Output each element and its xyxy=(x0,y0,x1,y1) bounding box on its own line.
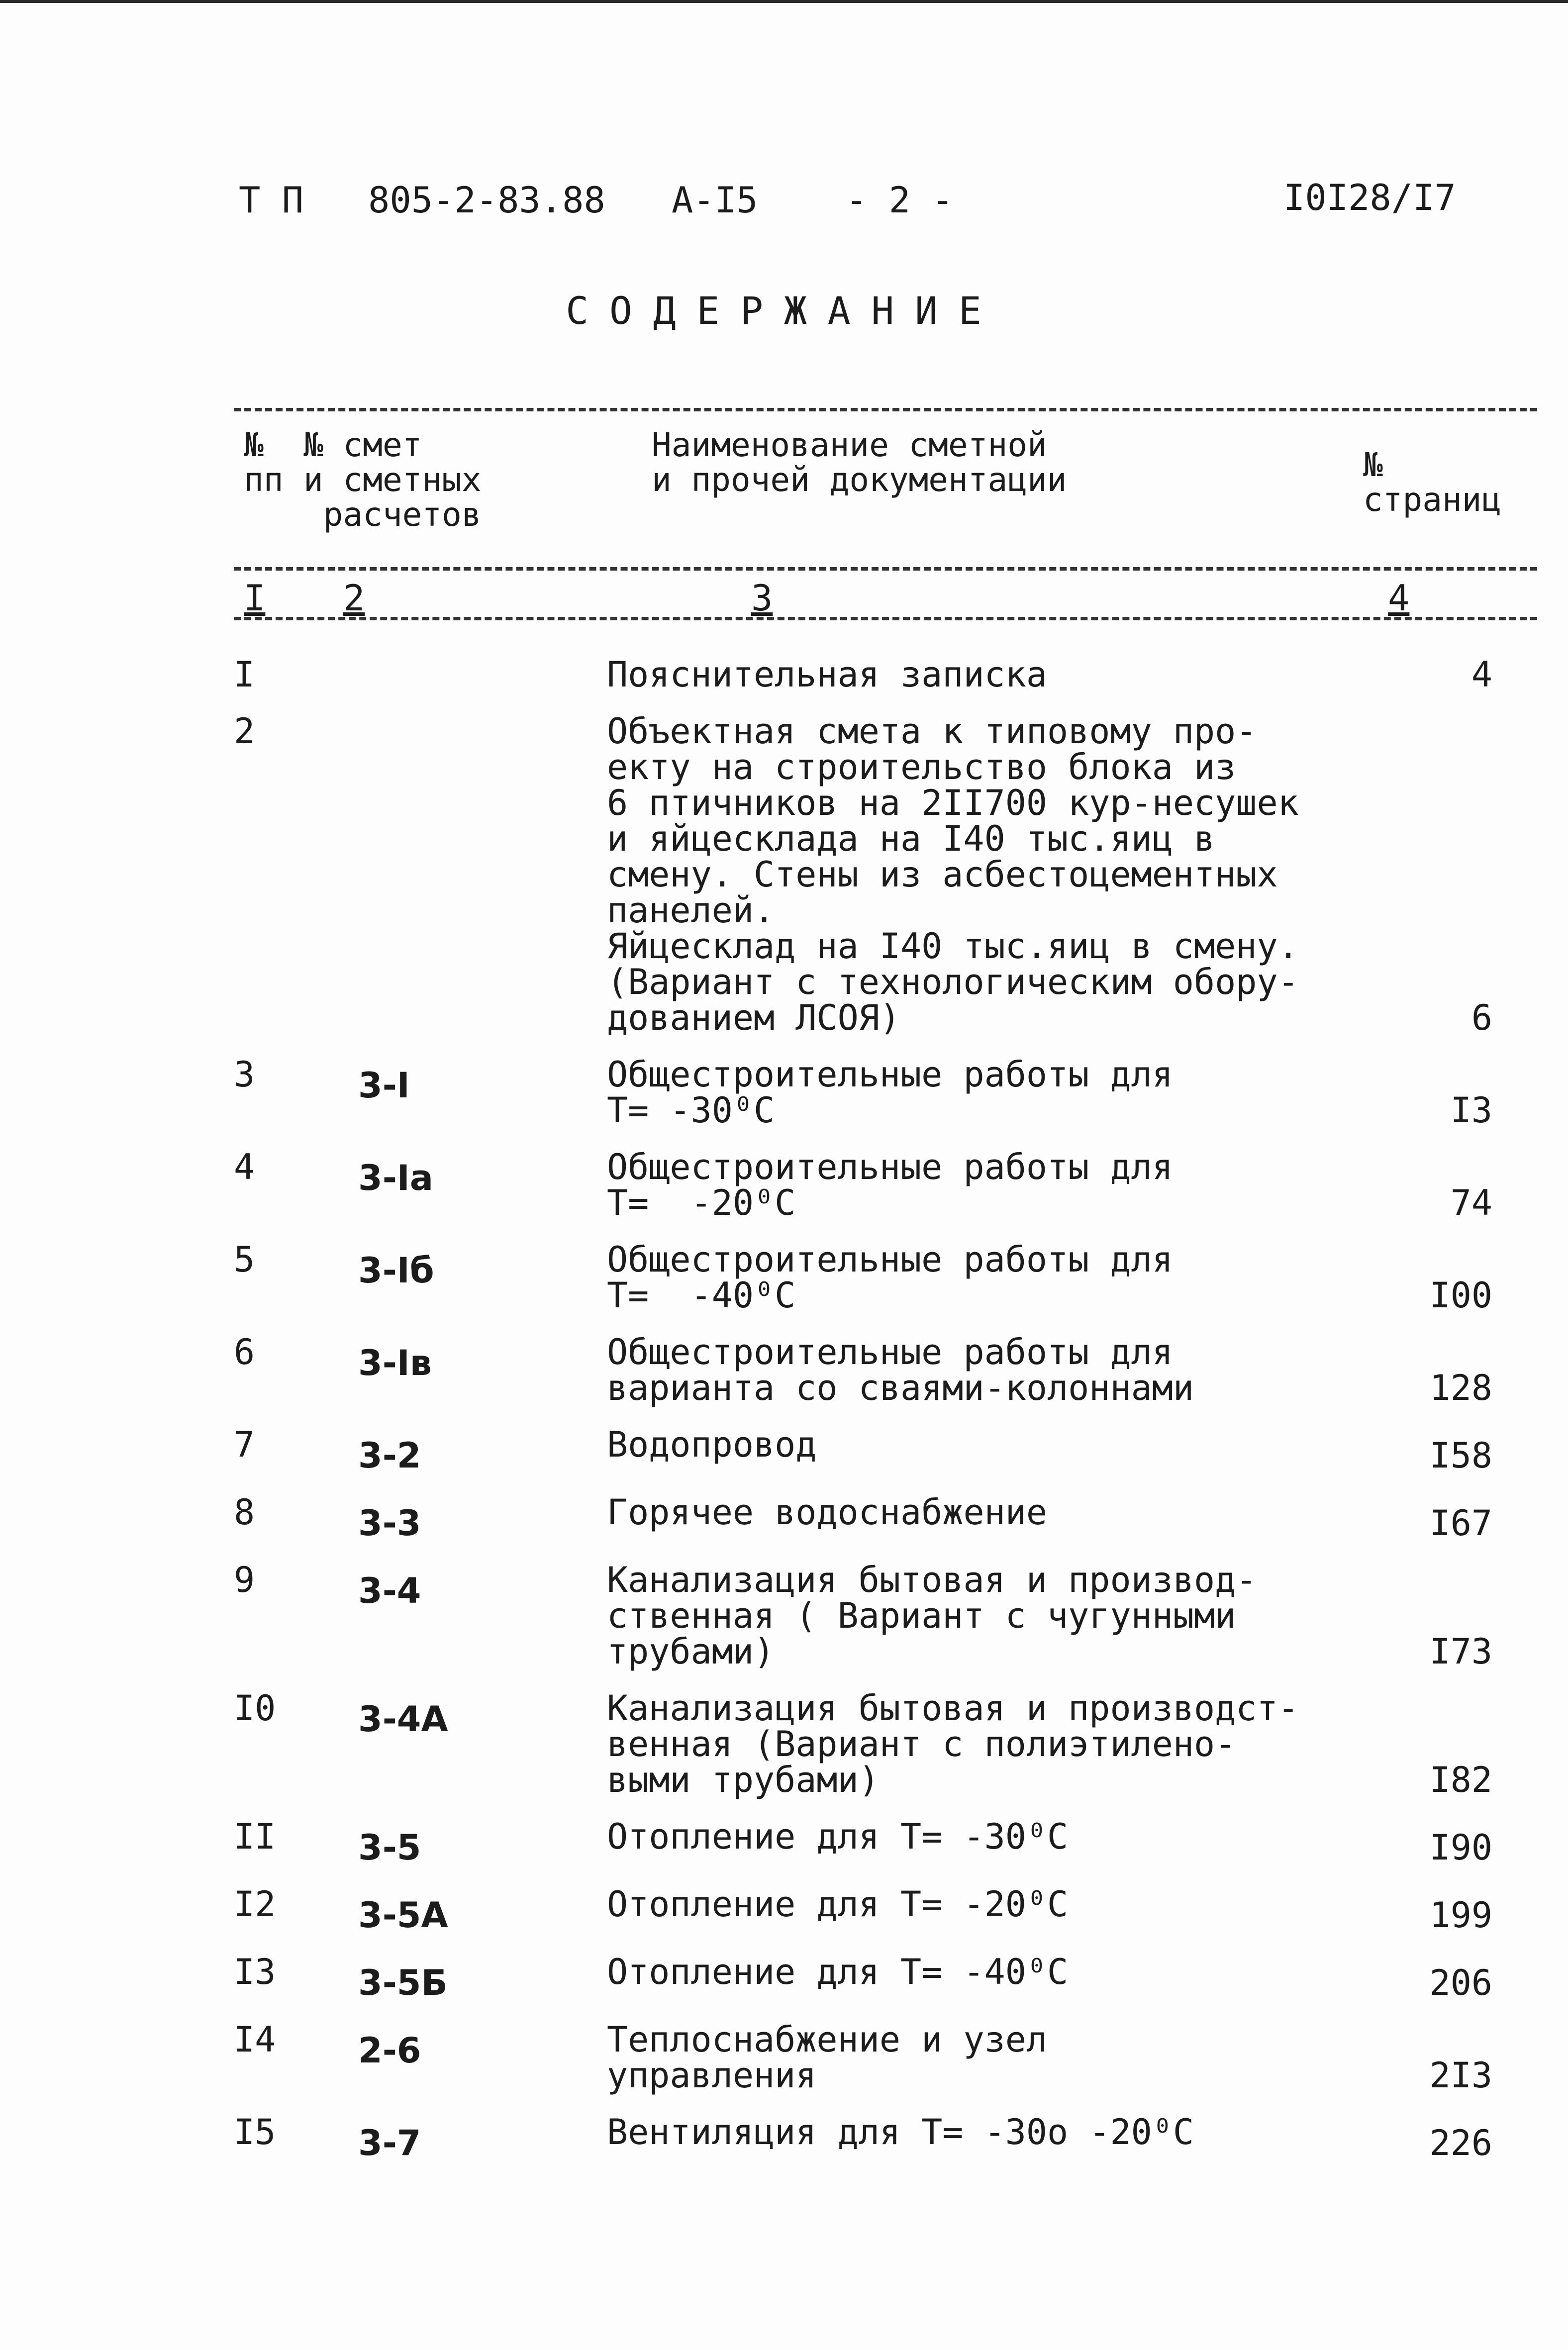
row-document-name: Пояснительная записка xyxy=(607,654,1048,695)
row-page-number: 226 xyxy=(1429,2123,1492,2163)
row-document-name: Горячее водоснабжение xyxy=(607,1492,1048,1533)
row-estimate-code: 3-5Б xyxy=(358,1962,448,2003)
table-row xyxy=(234,1334,1537,1406)
row-document-name: Канализация бытовая и производ- ственная ( Вариант с чугунными трубами) xyxy=(607,1560,1257,1672)
row-document-name: Общестроительные работы для варианта со сваями-колоннами xyxy=(607,1332,1194,1408)
table-row xyxy=(234,1424,1537,1476)
row-number: II xyxy=(234,1816,276,1857)
table-top-rule xyxy=(234,408,1537,411)
table-row xyxy=(234,1054,1537,1131)
column-header-pages: № страниц xyxy=(1363,446,1502,519)
table-row xyxy=(234,1816,1537,1868)
row-number: I3 xyxy=(234,1952,276,1992)
table-row xyxy=(234,1690,1537,1798)
row-number: 3 xyxy=(234,1054,255,1095)
table-row xyxy=(234,2114,1537,2161)
row-page-number: 206 xyxy=(1429,1962,1492,2003)
row-document-name: Теплоснабжение и узел управления xyxy=(607,2019,1048,2096)
row-estimate-code: 3-3 xyxy=(358,1503,421,1544)
row-estimate-code: 3-4 xyxy=(358,1570,421,1611)
document-header xyxy=(239,177,1456,239)
row-number: I2 xyxy=(234,1884,276,1925)
row-page-number: I3 xyxy=(1450,1090,1492,1131)
row-estimate-code: 3-4А xyxy=(358,1699,448,1740)
row-document-name: Общестроительные работы для Т= -30⁰С xyxy=(607,1054,1173,1131)
row-number: 4 xyxy=(234,1147,255,1187)
table-row xyxy=(234,2019,1537,2096)
column-header-no: № пп xyxy=(244,426,284,499)
page-top-border xyxy=(0,0,1568,3)
row-estimate-code: 3-Iа xyxy=(358,1158,434,1198)
row-document-name: Общестроительные работы для Т= -20⁰С xyxy=(607,1147,1173,1223)
row-estimate-code: 3-7 xyxy=(358,2123,421,2163)
row-document-name: Объектная смета к типовому про- екту на строительство блока из 6 птичников на 2II700 кур-несушек и яйцесклада на I40 тыс.яиц в смену. Стены из асбестоцементных панелей. Яйцесклад на I40 тыс.яиц в смену. (Вариант с технологическим обору- дованием ЛСОЯ) xyxy=(607,711,1299,1038)
table-row xyxy=(234,1492,1537,1544)
row-number: 8 xyxy=(234,1492,255,1533)
header-page: - 2 - xyxy=(846,179,954,221)
row-page-number: 128 xyxy=(1429,1368,1492,1408)
row-number: 7 xyxy=(234,1424,255,1465)
row-number: I5 xyxy=(234,2112,276,2153)
row-document-name: Отопление для Т= -20⁰С xyxy=(607,1884,1069,1925)
row-estimate-code: 2-6 xyxy=(358,2030,421,2071)
column-header-code: № смет и сметных расчетов xyxy=(303,426,482,534)
column-number-2: 2 xyxy=(343,577,365,619)
header-bottom-rule xyxy=(234,567,1537,571)
row-number: I0 xyxy=(234,1688,276,1729)
row-estimate-code: 3-5А xyxy=(358,1895,448,1936)
row-page-number: I73 xyxy=(1429,1631,1492,1672)
row-page-number: 2I3 xyxy=(1429,2055,1492,2096)
column-number-1: I xyxy=(244,577,266,619)
header-number: 805-2-83.88 xyxy=(368,179,605,221)
table-row xyxy=(234,1560,1537,1672)
row-page-number: 74 xyxy=(1450,1182,1492,1223)
row-document-name: Вентиляция для Т= -30о -20⁰С xyxy=(607,2112,1194,2153)
row-number: 5 xyxy=(234,1239,255,1280)
column-header-name: Наименование сметной и прочей документации xyxy=(652,426,1067,499)
row-number: 2 xyxy=(234,711,255,752)
table-row xyxy=(234,1239,1537,1316)
row-page-number: I00 xyxy=(1429,1275,1492,1316)
table-row xyxy=(234,1884,1537,1936)
row-page-number: 6 xyxy=(1471,997,1492,1038)
table-row xyxy=(234,1954,1537,2001)
row-page-number: I90 xyxy=(1429,1827,1492,1868)
row-page-number: 199 xyxy=(1429,1895,1492,1936)
row-estimate-code: 3-Iб xyxy=(358,1250,434,1291)
row-number: I xyxy=(234,654,255,695)
column-number-4: 4 xyxy=(1388,577,1410,619)
table-row xyxy=(234,1149,1537,1221)
row-document-name: Отопление для Т= -40⁰С xyxy=(607,1952,1069,1992)
row-estimate-code xyxy=(358,713,607,1036)
row-number: 9 xyxy=(234,1560,255,1600)
row-document-name: Водопровод xyxy=(607,1424,817,1465)
row-document-name: Общестроительные работы для Т= -40⁰С xyxy=(607,1239,1173,1316)
row-estimate-code: 3-5 xyxy=(358,1827,421,1868)
row-document-name: Отопление для Т= -30⁰С xyxy=(607,1816,1069,1857)
row-page-number: I67 xyxy=(1429,1503,1492,1544)
row-page-number: I58 xyxy=(1429,1435,1492,1476)
row-document-name: Канализация бытовая и производст- венная (Вариант с полиэтилено- выми трубами) xyxy=(607,1688,1299,1800)
row-page-number: I82 xyxy=(1429,1760,1492,1800)
row-number: I4 xyxy=(234,2019,276,2060)
row-estimate-code: 3-2 xyxy=(358,1435,421,1476)
row-estimate-code: 3-I xyxy=(358,1065,410,1106)
page-title: СОДЕРЖАНИЕ xyxy=(566,289,1002,333)
row-estimate-code: 3-Iв xyxy=(358,1343,432,1383)
header-album: А-I5 xyxy=(672,179,758,221)
row-page-number: 4 xyxy=(1471,654,1492,695)
table-row xyxy=(234,713,1537,1036)
contents-table xyxy=(234,654,1537,2182)
header-tp: Т П xyxy=(239,179,304,221)
table-row xyxy=(234,654,1537,695)
column-number-3: 3 xyxy=(751,577,773,619)
row-number: 6 xyxy=(234,1332,255,1372)
column-number-rule xyxy=(234,617,1537,620)
header-code: I0I28/I7 xyxy=(1283,177,1456,218)
row-estimate-code xyxy=(358,657,607,692)
